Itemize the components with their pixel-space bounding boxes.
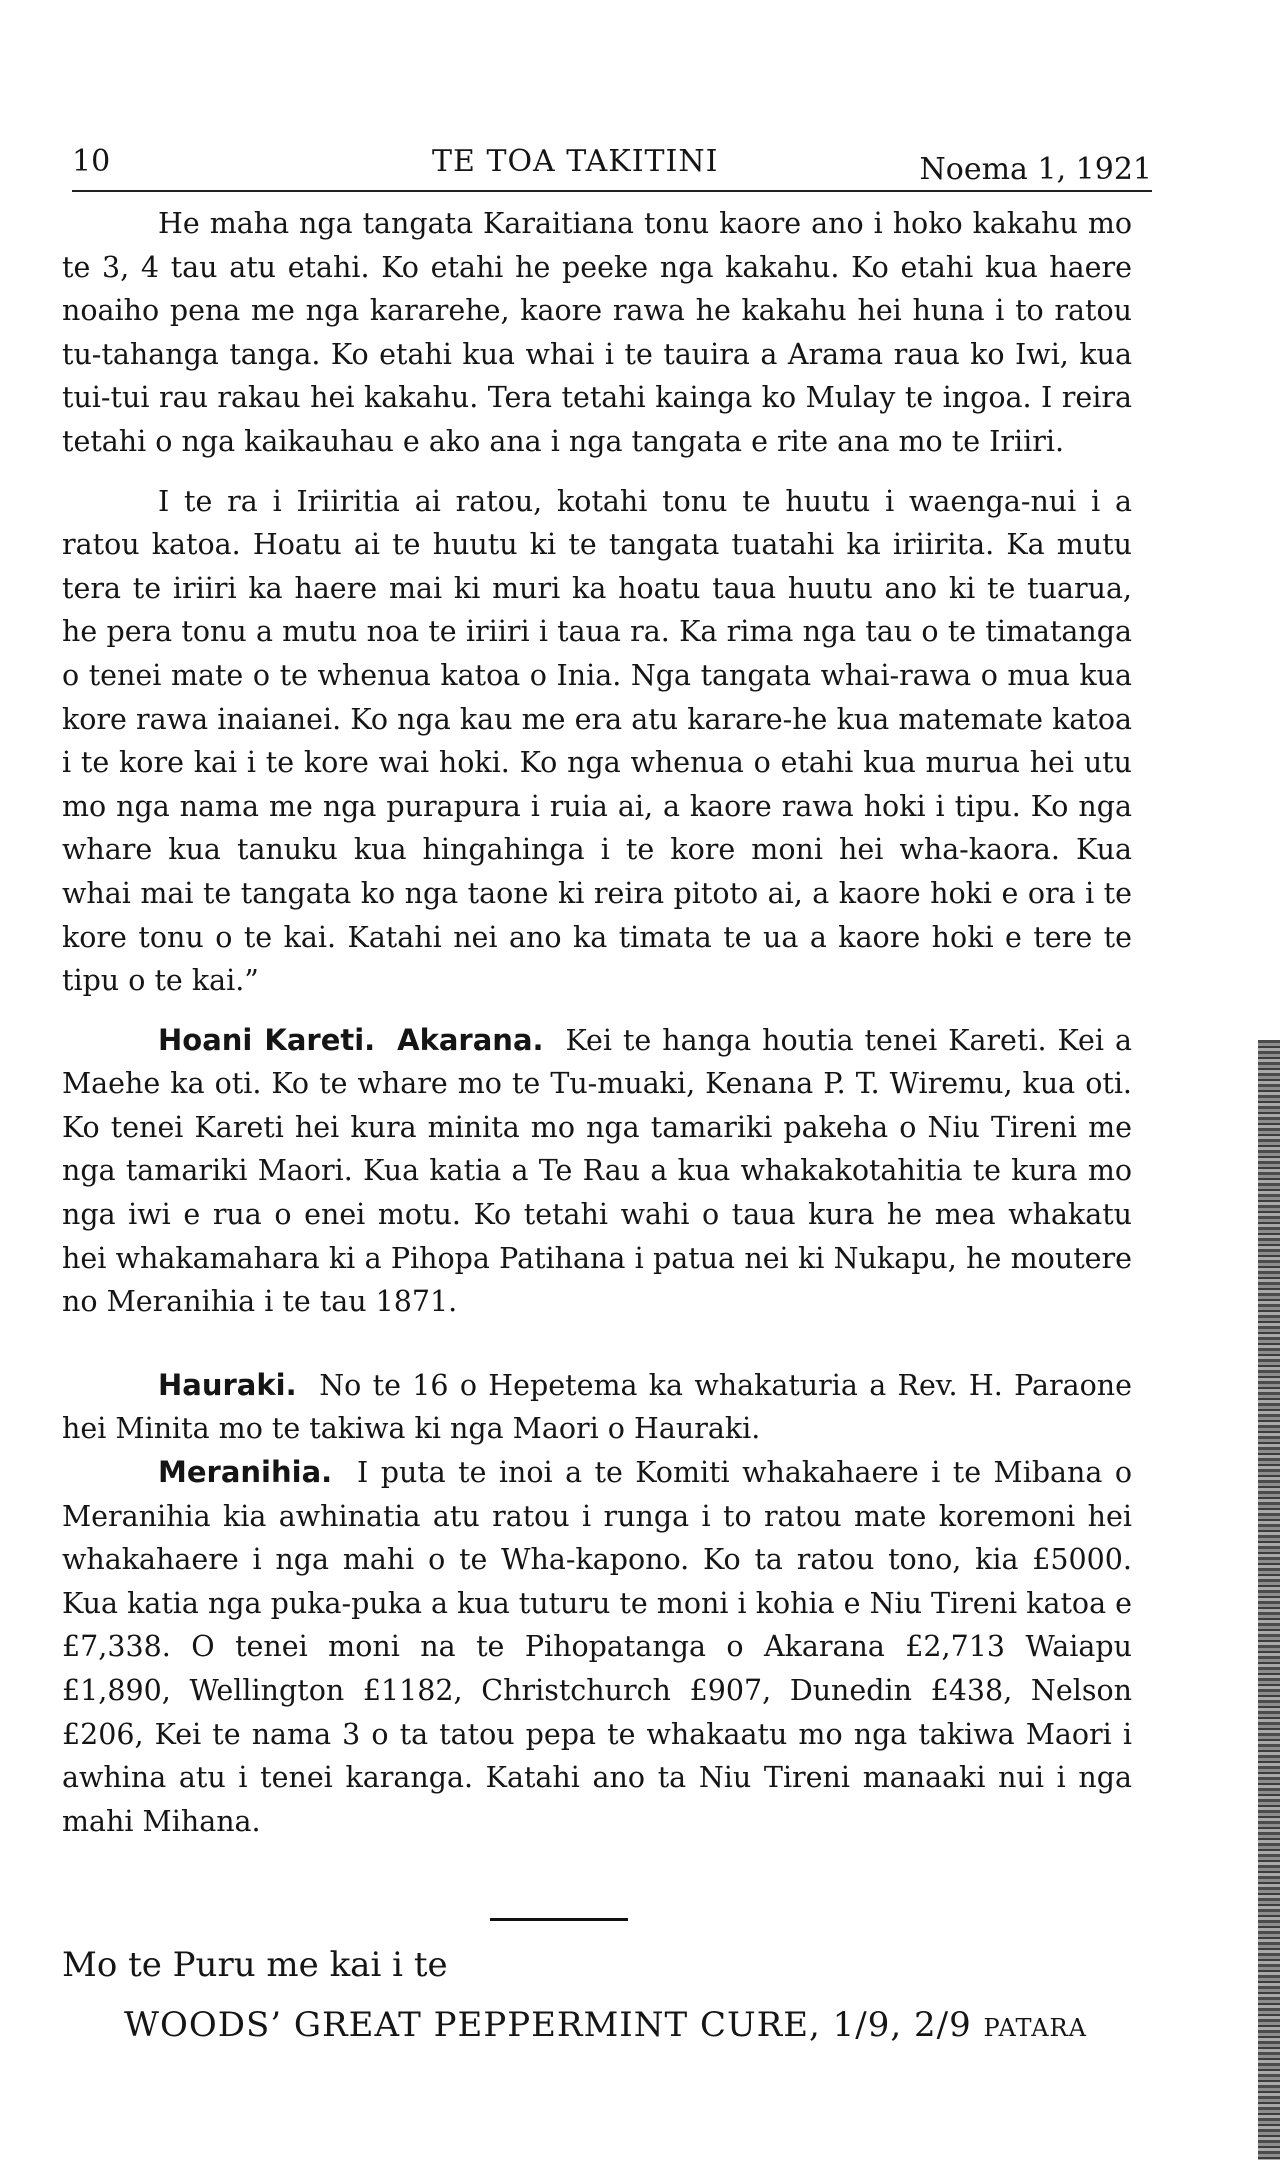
paragraph-clothing: He maha nga tangata Karaitiana tonu kaore ano i hoko kakahu mo te 3, 4 tau atu etahi. Ko etahi he peeke nga kakahu. Ko etahi kua haere noaiho pena me nga kararehe, kaore rawa he kakahu hei huna i to ratou tu-tahanga tanga. Ko etahi kua whai i te tauira a Arama raua ko Iwi, kua tui-tui rau rakau hei kakahu. Tera tetahi kainga ko Mulay te ingoa. I reira tetahi o nga kaikauhau e ako ana i nga tangata e rite ana mo te Iriiri. xyxy=(62,207,1132,458)
paragraph-college-text: Kei te hanga houtia tenei Kareti. Kei a Maehe ka oti. Ko te whare mo te Tu-muaki, Kenana P. T. Wiremu, kua oti. Ko tenei Kareti hei kura minita mo nga tamariki pakeha o Niu Tireni me nga tamariki Maori. Kua katia a Te Rau a kua whakakotahitia te kura mo nga iwi e rua o enei motu. Ko tetahi wahi o taua kura he mea whakatu hei whakamahara ki a Pihopa Patihana i patua nei ki Nukapu, he moutere no Meranihia i te tau 1871. xyxy=(62,1023,1132,1319)
paragraph-meranihia-text: I puta te inoi a te Komiti whakahaere i te Mibana o Meranihia kia awhinatia atu ratou i runga i to ratou mate koremoni hei whakahaere i nga mahi o te Wha-kapono. Ko ta ratou tono, kia £5000. Kua katia nga puka-puka a kua tuturu te moni i kohia e Niu Tireni katoa e £7,338. O tenei moni na te Pihopatanga o Akarana £2,713 Waiapu £1,890, Wellington £1182, Christchurch £907, Dunedin £438, Nelson £206, Kei te nama 3 o ta tatou pepa te whakaatu mo nga takiwa Maori i awhina atu i tenei karanga. Katahi ano ta Niu Tireni manaaki nui i nga mahi Mihana. xyxy=(62,1456,1132,1838)
journal-title: TE TOA TAKITINI xyxy=(432,144,719,179)
page-number: 10 xyxy=(72,144,111,179)
advert-line-1: Mo te Puru me kai i te xyxy=(62,1945,448,1985)
section-divider xyxy=(490,1918,628,1921)
heading-hoani-kareti: Hoani Kareti. xyxy=(158,1022,376,1057)
heading-hauraki: Hauraki. xyxy=(158,1367,297,1402)
scan-edge-artifact xyxy=(1258,1040,1280,2160)
heading-meranihia: Meranihia. xyxy=(158,1455,333,1490)
heading-akarana: Akarana. xyxy=(397,1022,544,1057)
article-body xyxy=(62,202,1132,1843)
header-rule xyxy=(72,190,1152,192)
paragraph-hauraki xyxy=(62,1364,1132,1451)
paragraph-hauraki-text: No te 16 o Hepetema ka whakaturia a Rev. H. Paraone hei Minita mo te takiwa ki nga Maori o Hauraki. xyxy=(62,1368,1132,1446)
issue-date: Noema 1, 1921 xyxy=(919,152,1152,187)
paragraph-college xyxy=(62,1019,1132,1324)
paragraph-baptism: I te ra i Iriiritia ai ratou, kotahi tonu te huutu i waenga-nui i a ratou katoa. Hoatu ai te huutu ki te tangata tuatahi ka iriirita. Ka mutu tera te iriiri ka haere mai ki muri ka hoatu taua huutu ano ki te tuarua, he pera tonu a mutu noa te iriiri i taua ra. Ka rima nga tau o te timatanga o tenei mate o te whenua katoa o Inia. Nga tangata whai-rawa o mua kua kore rawa inaianei. Ko nga kau me era atu karare-he kua matemate katoa i te kore kai i te kore wai hoki. Ko nga whenua o etahi kua murua hei utu mo nga nama me nga purapura i ruia ai, a kaore rawa hoki i tipu. Ko nga whare kua tanuku kua hingahinga i te kore moni hei wha-kaora. Kua whai mai te tangata ko nga taone ki reira pitoto ai, a kaore hoki e ora i te kore tonu o te kai. Katahi nei ano ka timata te ua a kaore hoki e tere te tipu o te kai.” xyxy=(62,484,1132,998)
page-header xyxy=(72,134,1152,190)
advert-line-2: WOODS’ GREAT PEPPERMINT CURE, 1/9, 2/9 patara xyxy=(124,2005,1087,2045)
paragraph-meranihia xyxy=(62,1451,1132,1843)
